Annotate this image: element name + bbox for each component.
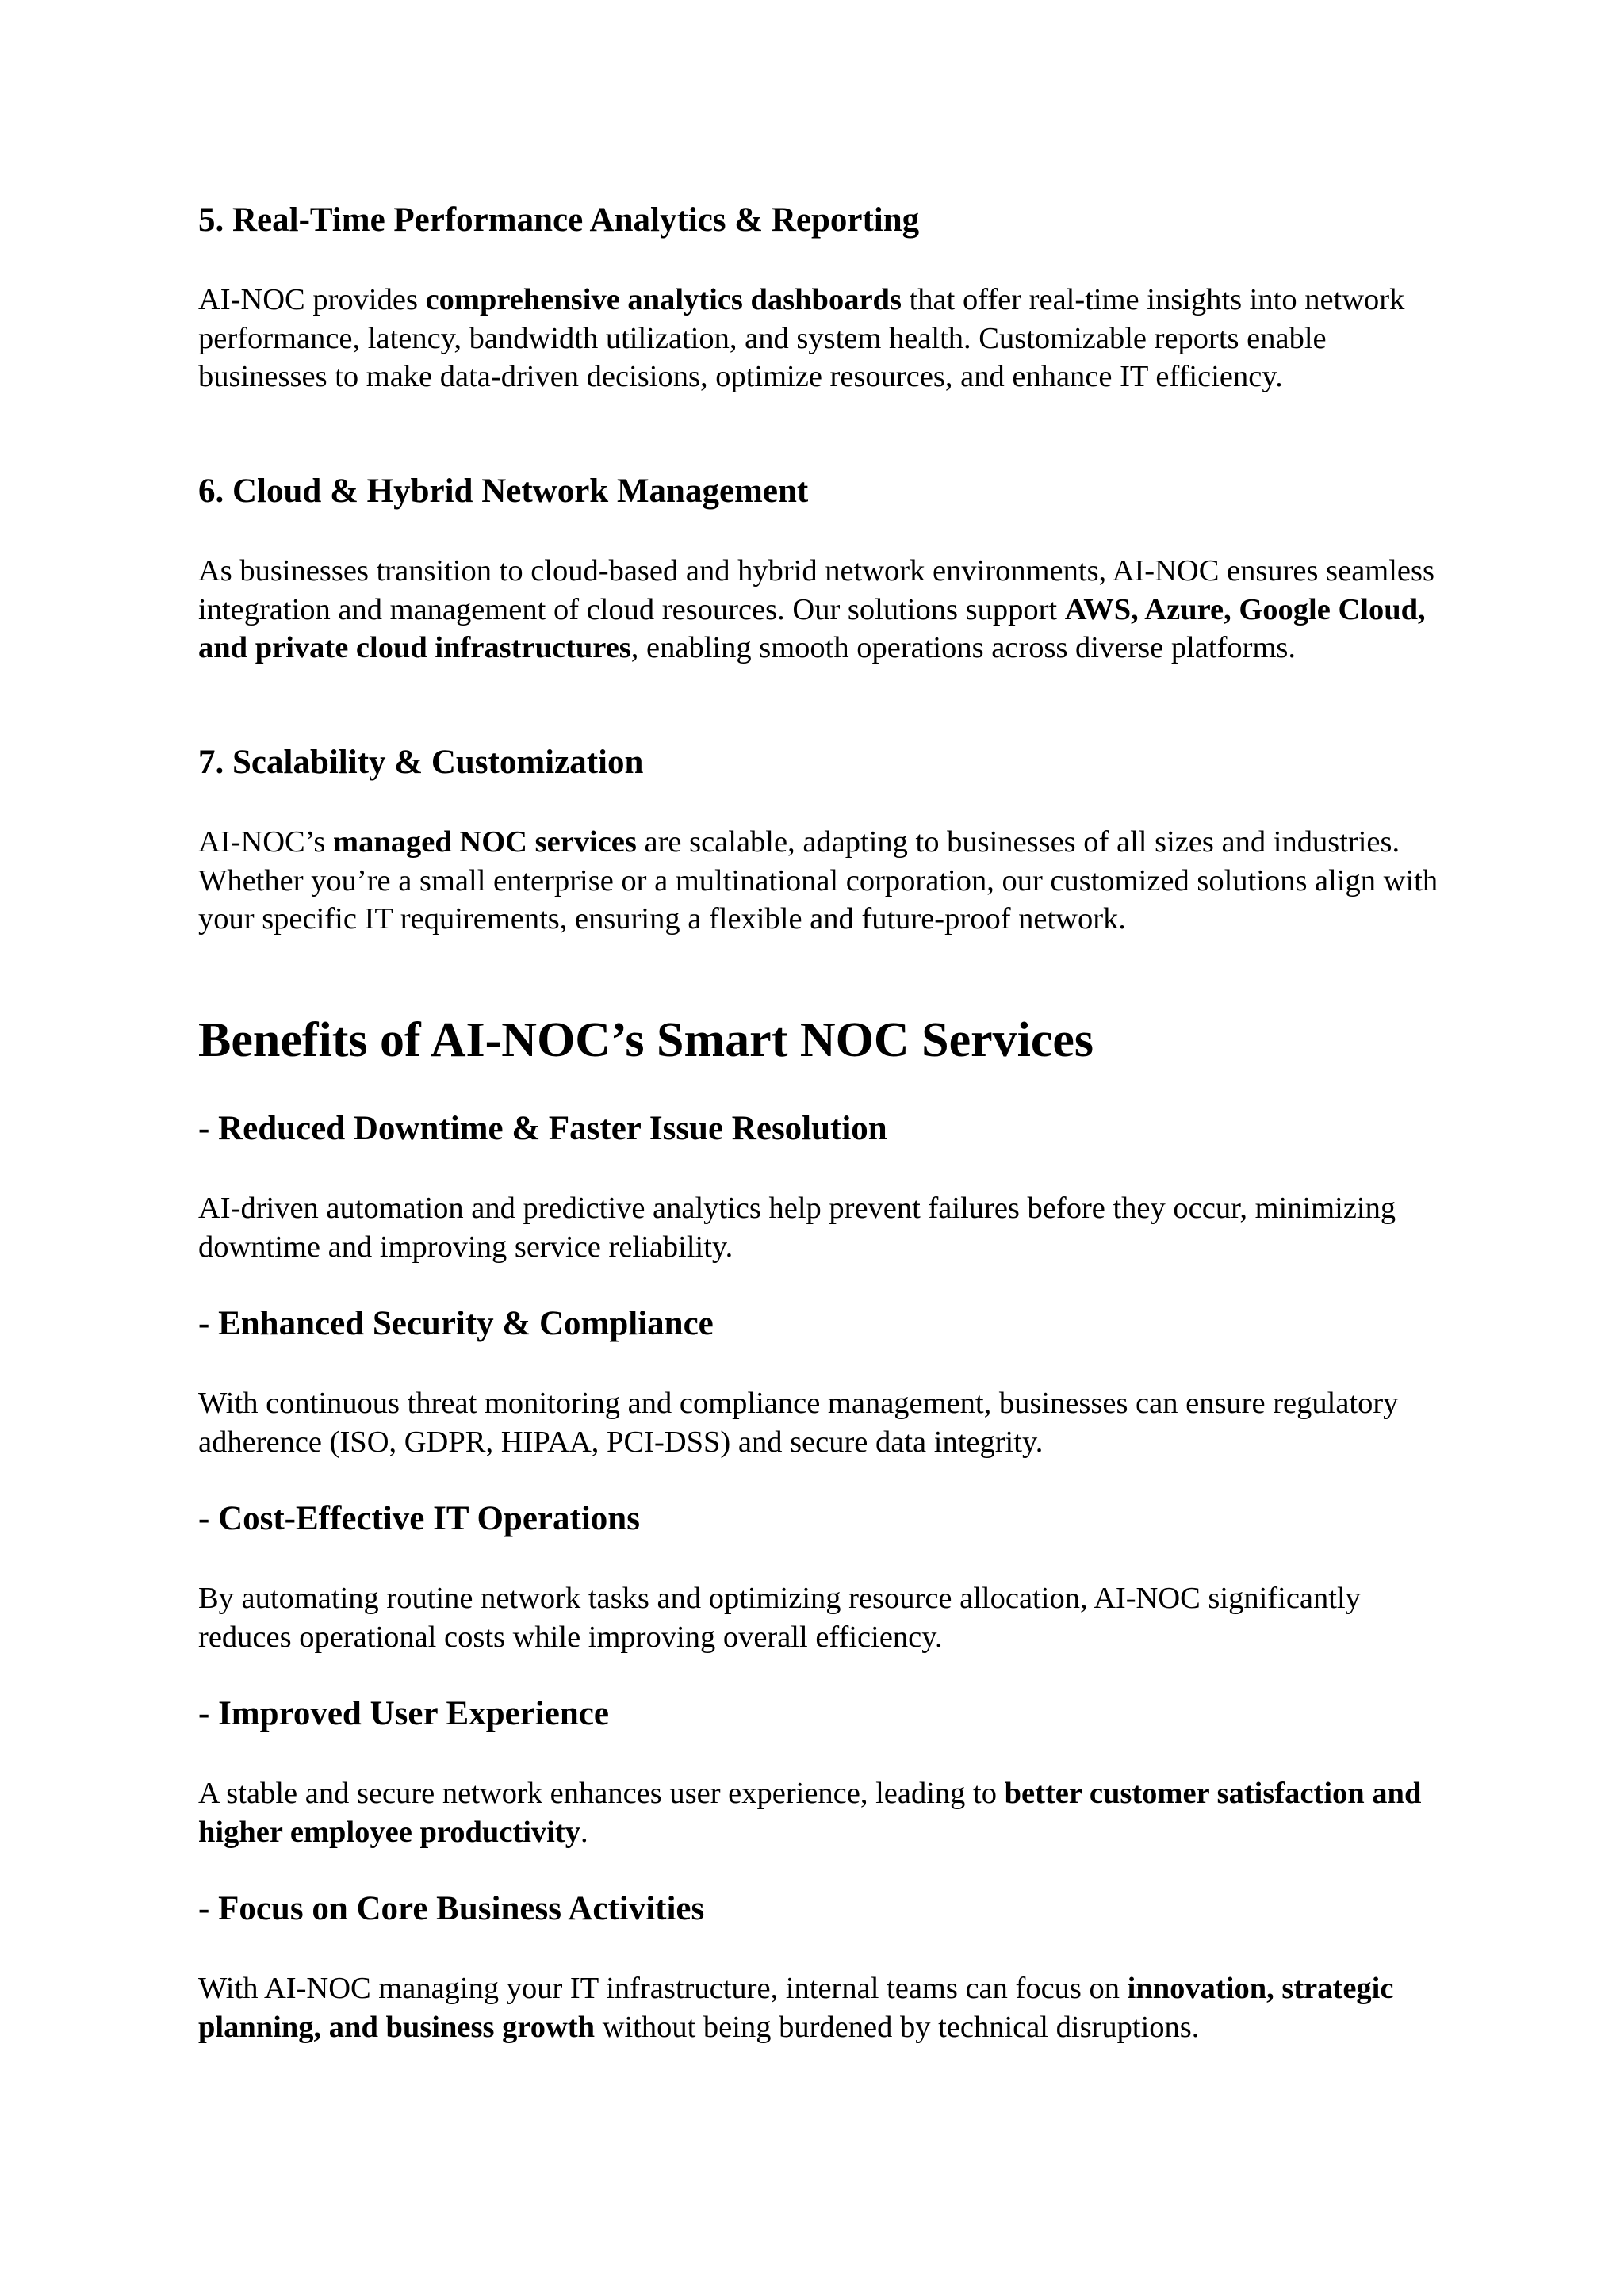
benefit-body-user-experience: A stable and secure network enhances user experience, leading to better customer satisfaction and higher employee productivity. bbox=[198, 1777, 1422, 1849]
benefits-title: Benefits of AI-NOC’s Smart NOC Services bbox=[198, 1013, 1094, 1067]
benefit-heading-reduced-downtime: - Reduced Downtime & Faster Issue Resolution bbox=[198, 1110, 887, 1147]
section-heading-cloud-hybrid: 6. Cloud & Hybrid Network Management bbox=[198, 473, 809, 510]
benefit-heading-cost-effective: - Cost-Effective IT Operations bbox=[198, 1500, 640, 1537]
benefit-body-reduced-downtime: AI-driven automation and predictive analytics help prevent failures before they occur, minimizing downtime and improving service reliability. bbox=[198, 1192, 1396, 1264]
benefit-body-security-compliance: With continuous threat monitoring and compliance management, businesses can ensure regulatory adherence (ISO, GDPR, HIPAA, PCI-DSS) and secure data integrity. bbox=[198, 1387, 1399, 1459]
section-body-cloud-hybrid: As businesses transition to cloud-based and hybrid network environments, AI-NOC ensures seamless integration and management of cloud resources. Our solutions support AWS, Azure, Google Cloud, and private cloud infrastructures, enabling smooth operations across diverse platforms. bbox=[198, 554, 1434, 664]
benefit-body-core-business: With AI-NOC managing your IT infrastructure, internal teams can focus on innovation, strategic planning, and business growth without being burdened by technical disruptions. bbox=[198, 1972, 1394, 2044]
section-heading-scalability: 7. Scalability & Customization bbox=[198, 744, 644, 781]
benefit-heading-core-business: - Focus on Core Business Activities bbox=[198, 1890, 705, 1927]
section-body-performance-analytics: AI-NOC provides comprehensive analytics dashboards that offer real-time insights into network performance, latency, bandwidth utilization, and system health. Customizable reports enable businesses to make data-driven decisions, optimize resources, and enhance IT efficiency. bbox=[198, 283, 1405, 393]
section-body-scalability: AI-NOC’s managed NOC services are scalable, adapting to businesses of all sizes and industries. Whether you’re a small enterprise or a multinational corporation, our customized solutions align with your specific IT requirements, ensuring a flexible and future-proof network. bbox=[198, 825, 1438, 936]
benefit-heading-security-compliance: - Enhanced Security & Compliance bbox=[198, 1305, 714, 1342]
benefit-heading-user-experience: - Improved User Experience bbox=[198, 1695, 609, 1732]
benefit-body-cost-effective: By automating routine network tasks and optimizing resource allocation, AI-NOC significantly reduces operational costs while improving overall efficiency. bbox=[198, 1582, 1361, 1654]
section-heading-performance-analytics: 5. Real-Time Performance Analytics & Reporting bbox=[198, 201, 920, 239]
